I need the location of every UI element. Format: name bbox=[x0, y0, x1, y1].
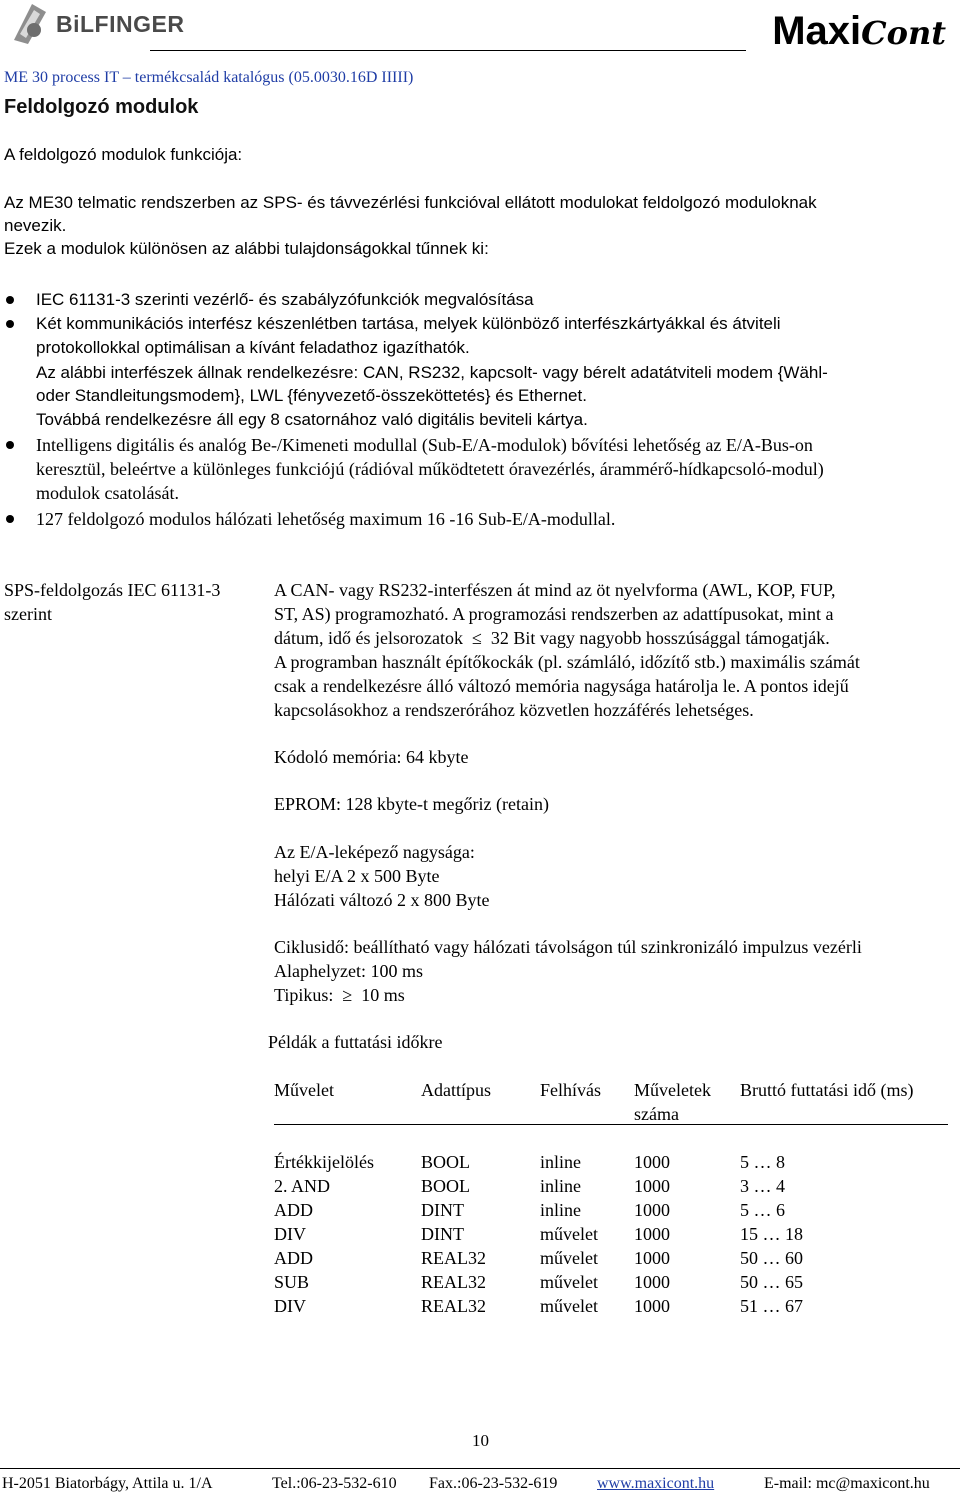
base-time: Alaphelyzet: 100 ms bbox=[274, 961, 423, 981]
sps-desc-line: kapcsolásokhoz a rendszerórához közvetlen hozzáférés lehetséges. bbox=[274, 700, 754, 720]
table-cell: Értékkijelölés bbox=[274, 1152, 374, 1172]
intro-paragraph-cont: nevezik. bbox=[4, 216, 67, 235]
header-rule bbox=[150, 50, 746, 51]
bullet-3: Intelligens digitális és analóg Be-/Kimeneti modullal (Sub-E/A-modulok) bővítési lehetőség az E/A-Bus-on bbox=[36, 435, 813, 455]
greater-equal-symbol: ≥ bbox=[342, 985, 353, 1005]
page-title: Feldolgozó modulok bbox=[4, 96, 199, 118]
table-cell: ADD bbox=[274, 1200, 313, 1220]
table-header-rule bbox=[274, 1124, 948, 1125]
table-cell: művelet bbox=[540, 1296, 598, 1316]
table-cell: REAL32 bbox=[421, 1296, 486, 1316]
table-header: Művelet bbox=[274, 1080, 334, 1100]
table-cell: inline bbox=[540, 1176, 581, 1196]
bullet-2-line-2: protokollokkal optimálisan a kívánt feladathoz igazíthatók. bbox=[36, 338, 470, 357]
bullet-2-line-4: oder Standleitungsmodem}, LWL {fényvezető-összeköttetés} és Ethernet. bbox=[36, 386, 587, 405]
table-cell: REAL32 bbox=[421, 1272, 486, 1292]
bullet-3-line-2: keresztül, beleértve a különleges funkciójú (rádióval működtetett óravezérlés, árammérő-hídkapcsoló-modul) bbox=[36, 459, 824, 479]
bullet-2-line-5: Továbbá rendelkezésre áll egy 8 csatornához való digitális beviteli kártya. bbox=[36, 410, 588, 429]
bilfinger-logo-icon bbox=[6, 0, 52, 46]
sps-desc-line: dátum, idő és jelsorozatok ≤ 32 Bit vagy nagyobb hosszúsággal támogatják. bbox=[274, 628, 830, 648]
table-header: Adattípus bbox=[421, 1080, 491, 1100]
less-equal-symbol: ≤ bbox=[471, 628, 482, 648]
sps-label: SPS-feldolgozás IEC 61131-3 bbox=[4, 580, 221, 600]
table-cell: DIV bbox=[274, 1296, 306, 1316]
table-cell: 51 … 67 bbox=[740, 1296, 803, 1316]
table-header: Műveletek bbox=[634, 1080, 711, 1100]
table-cell: 3 … 4 bbox=[740, 1176, 785, 1196]
bullet-icon bbox=[6, 441, 14, 449]
table-cell: művelet bbox=[540, 1248, 598, 1268]
maxicont-logo: MaxiCont bbox=[772, 9, 946, 53]
sps-label-cont: szerint bbox=[4, 604, 52, 624]
table-cell: inline bbox=[540, 1152, 581, 1172]
bullet-2: Két kommunikációs interfész készenlétben tartása, melyek különböző interfészkártyákkal és átviteli bbox=[36, 314, 781, 333]
bullet-icon bbox=[6, 320, 14, 328]
bullet-icon bbox=[6, 515, 14, 523]
brand-name: BiLFINGER bbox=[56, 11, 185, 37]
table-cell: 1000 bbox=[634, 1176, 670, 1196]
sps-desc-line: ST, AS) programozható. A programozási rendszerben az adattípusokat, mint a bbox=[274, 604, 834, 624]
bullet-4: 127 feldolgozó modulos hálózati lehetőség maximum 16 -16 Sub-E/A-modullal. bbox=[36, 509, 616, 529]
intro-paragraph: Az ME30 telmatic rendszerben az SPS- és távvezérlési funkcióval ellátott modulokat feldolgozó moduloknak bbox=[4, 193, 817, 212]
footer-address: H-2051 Biatorbágy, Attila u. 1/A bbox=[2, 1475, 213, 1492]
table-cell: 1000 bbox=[634, 1272, 670, 1292]
table-cell: 1000 bbox=[634, 1296, 670, 1316]
table-cell: DIV bbox=[274, 1224, 306, 1244]
table-cell: DINT bbox=[421, 1200, 464, 1220]
code-memory: Kódoló memória: 64 kbyte bbox=[274, 747, 469, 767]
bullet-icon bbox=[6, 296, 14, 304]
ea-local: helyi E/A 2 x 500 Byte bbox=[274, 866, 440, 886]
table-cell: 50 … 60 bbox=[740, 1248, 803, 1268]
footer-email[interactable]: E-mail: mc@maxicont.hu bbox=[764, 1475, 930, 1492]
table-cell: 15 … 18 bbox=[740, 1224, 803, 1244]
intro-paragraph-2: Ezek a modulok különösen az alábbi tulajdonságokkal tűnnek ki: bbox=[4, 239, 489, 258]
page-number: 10 bbox=[472, 1431, 489, 1450]
table-cell: 50 … 65 bbox=[740, 1272, 803, 1292]
eprom-spec: EPROM: 128 kbyte-t megőriz (retain) bbox=[274, 794, 549, 814]
table-cell: SUB bbox=[274, 1272, 310, 1292]
table-header: Felhívás bbox=[540, 1080, 601, 1100]
footer-tel: Tel.:06-23-532-610 bbox=[272, 1475, 397, 1492]
sps-desc-line: A CAN- vagy RS232-interfészen át mind az öt nyelvforma (AWL, KOP, FUP, bbox=[274, 580, 836, 600]
footer-rule bbox=[0, 1468, 960, 1469]
table-header: Bruttó futtatási idő (ms) bbox=[740, 1080, 914, 1100]
table-cell: inline bbox=[540, 1200, 581, 1220]
table-cell: BOOL bbox=[421, 1152, 470, 1172]
catalog-reference: ME 30 process IT – termékcsalád katalógus (05.0030.16D IIIII) bbox=[4, 69, 414, 86]
table-cell: 5 … 8 bbox=[740, 1152, 785, 1172]
table-cell: 1000 bbox=[634, 1200, 670, 1220]
footer-website-link[interactable]: www.maxicont.hu bbox=[597, 1475, 715, 1492]
table-cell: művelet bbox=[540, 1224, 598, 1244]
ea-title: Az E/A-leképező nagysága: bbox=[274, 842, 475, 862]
sps-desc-line: csak a rendelkezésre álló változó memória nagysága határolja le. A pontos idejű bbox=[274, 676, 849, 696]
table-cell: ADD bbox=[274, 1248, 313, 1268]
ea-network: Hálózati változó 2 x 800 Byte bbox=[274, 890, 490, 910]
bullet-1: IEC 61131-3 szerinti vezérlő- és szabályzófunkciók megvalósítása bbox=[36, 290, 534, 309]
sps-desc-line: A programban használt építőkockák (pl. számláló, időzítő stb.) maximális számát bbox=[274, 652, 860, 672]
typical-time: Tipikus: ≥ 10 ms bbox=[274, 985, 405, 1005]
table-cell: REAL32 bbox=[421, 1248, 486, 1268]
table-cell: 5 … 6 bbox=[740, 1200, 785, 1220]
table-cell: DINT bbox=[421, 1224, 464, 1244]
footer-fax: Fax.:06-23-532-619 bbox=[429, 1475, 558, 1492]
table-cell: művelet bbox=[540, 1272, 598, 1292]
intro-heading: A feldolgozó modulok funkciója: bbox=[4, 145, 243, 164]
bullet-2-line-3: Az alábbi interfészek állnak rendelkezésre: CAN, RS232, kapcsolt- vagy bérelt adatátviteli modem {Wähl- bbox=[36, 363, 828, 382]
table-cell: 1000 bbox=[634, 1224, 670, 1244]
cycle-time: Ciklusidő: beállítható vagy hálózati távolságon túl szinkronizáló impulzus vezérli bbox=[274, 937, 862, 957]
examples-heading: Példák a futtatási időkre bbox=[268, 1032, 443, 1052]
table-cell: 1000 bbox=[634, 1152, 670, 1172]
table-header-sub: száma bbox=[634, 1104, 679, 1124]
table-cell: 1000 bbox=[634, 1248, 670, 1268]
bullet-3-line-3: modulok csatolását. bbox=[36, 483, 179, 503]
table-cell: BOOL bbox=[421, 1176, 470, 1196]
table-cell: 2. AND bbox=[274, 1176, 331, 1196]
